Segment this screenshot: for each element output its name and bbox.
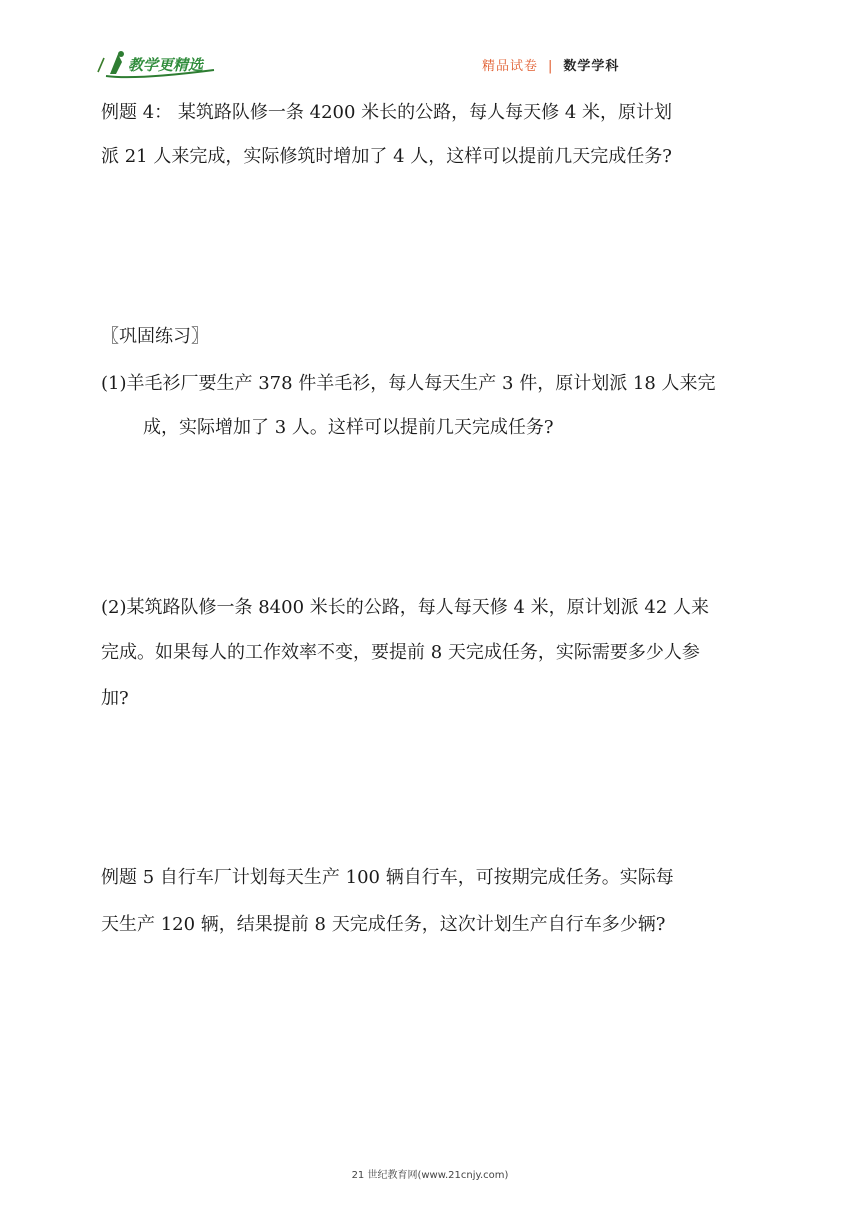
example4-line2: 派 21 人来完成，实际修筑时增加了 4 人，这样可以提前几天完成任务? (101, 146, 672, 167)
practice-q2-line1: (2)某筑路队修一条 8400 米长的公路，每人每天修 4 米，原计划派 42 人来 (101, 597, 709, 618)
header-subject: 数学学科 (563, 59, 620, 74)
practice-q2-line2: 完成。如果每人的工作效率不变，要提前 8 天完成任务，实际需要多少人参 (101, 642, 700, 663)
practice-q2-line3: 加? (101, 688, 129, 709)
header-separator: | (548, 59, 554, 74)
practice-heading: 〖巩固练习〗 (101, 326, 209, 347)
page-footer: 21 世纪教育网(www.21cnjy.com) (351, 1170, 509, 1181)
practice-q1-line2: 成，实际增加了 3 人。这样可以提前几天完成任务? (143, 417, 554, 438)
example5-line2: 天生产 120 辆，结果提前 8 天完成任务，这次计划生产自行车多少辆? (101, 914, 666, 935)
practice-q1-line1: (1)羊毛衫厂要生产 378 件羊毛衫，每人每天生产 3 件，原计划派 18 人来完 (101, 373, 716, 394)
example5-line1: 例题 5 自行车厂计划每天生产 100 辆自行车，可按期完成任务。实际每 (101, 867, 674, 888)
example4-line1: 例题 4： 某筑路队修一条 4200 米长的公路，每人每天修 4 米，原计划 (101, 102, 673, 123)
logo-text: 教学更精选 (128, 56, 204, 74)
header-label: 精品试卷 (482, 59, 539, 74)
